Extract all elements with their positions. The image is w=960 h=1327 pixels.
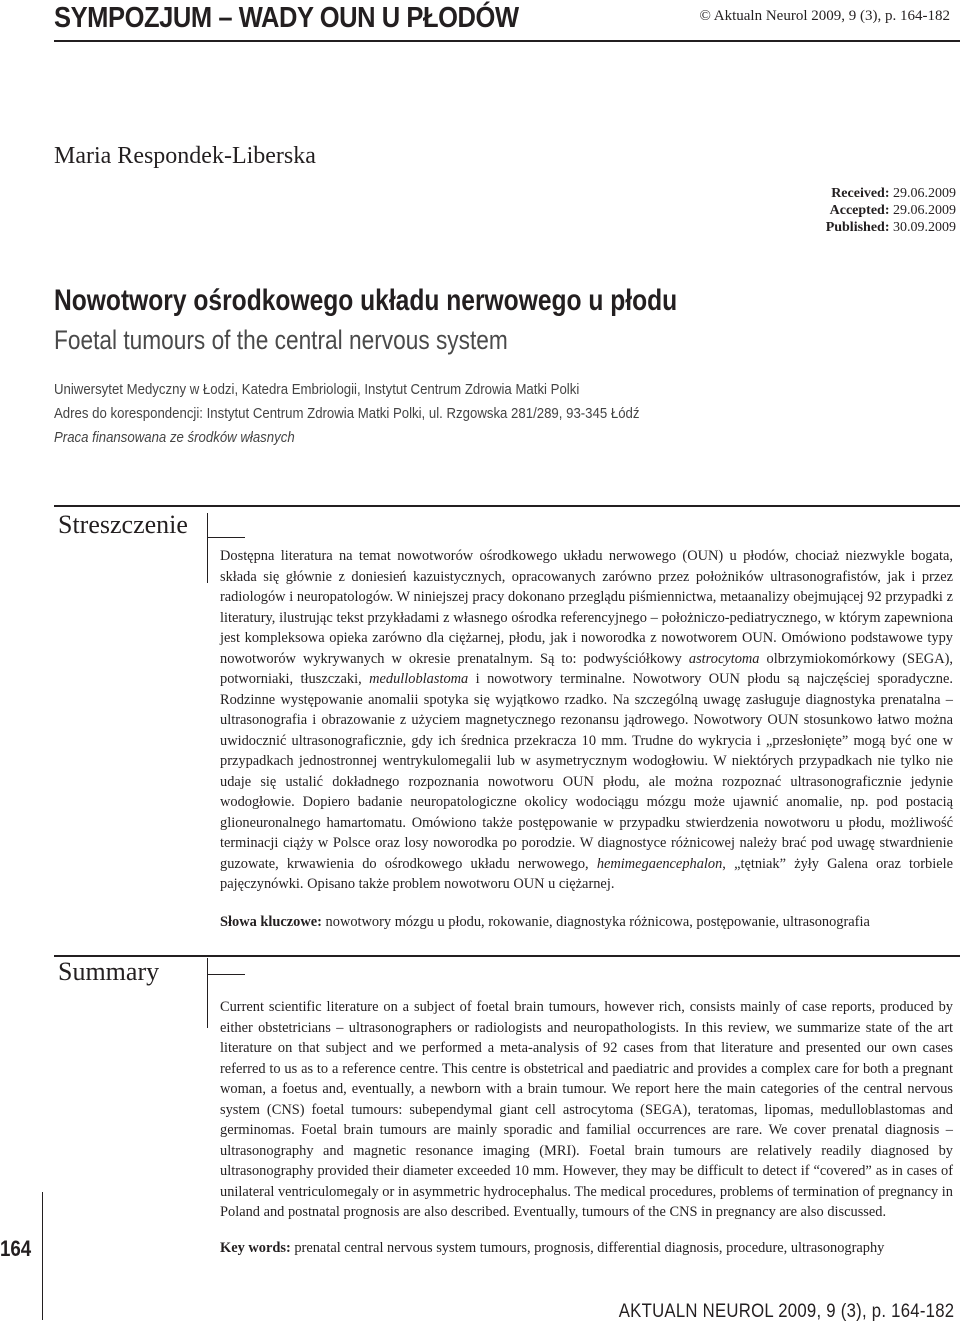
abstract-polish (220, 546, 953, 895)
funding-note: Praca finansowana ze środków własnych (54, 429, 295, 446)
section-title: SYMPOZJUM – WADY OUN U PŁODÓW (54, 2, 519, 34)
keywords-english (220, 1240, 953, 1257)
affiliation: Uniwersytet Medyczny w Łodzi, Katedra Embriologii, Instytut Centrum Zdrowia Matki Polki (54, 381, 580, 398)
article-title-polish: Nowotwory ośrodkowego układu nerwowego u płodu (54, 284, 678, 317)
published-date (756, 219, 956, 236)
keywords-polish (220, 914, 953, 931)
abstract-text: , „tętniak” żyły Galena oraz torbiele pajęczynówki. Opisano także problem nowotworu OUN u ciężarnej. (220, 855, 953, 892)
header-rule (54, 40, 960, 42)
abstract-term: hemimegaencephalon (596, 855, 723, 872)
abstract-text: Dostępna literatura na temat nowotworów ośrodkowego układu nerwowego (OUN) u płodów, chociaż niezwykle bogata, składa się głównie z doniesień kazuistycznych, opracowanych zarówno przez położników ultrasonografistów, jak i przez radiologów i neuropatologów. W niniejszej pracy dokonano przeglądu piśmiennictwa, metaanalizy obejmującej 92 przypadki z literatury, ilustrując tekst przykładami z własnego ośrodka referencyjnego – położniczo-pediatrycznego, w którym zapewniona jest kompleksowa opieka zarówno dla ciężarnej, płodu, jak i noworodka z nowotworem OUN. Omówiono podstawowe typy nowotworów wykrywanych w okresie prenatalnym. Są to: podwyściółkowy (220, 548, 953, 667)
streszczenie-heading: Streszczenie (58, 510, 188, 539)
footer-citation: AKTUALN NEUROL 2009, 9 (3), p. 164-182 (618, 1301, 954, 1322)
page-number-rule (42, 1192, 43, 1320)
summary-heading: Summary (58, 957, 160, 986)
accepted-label: Accepted: (829, 203, 890, 218)
accepted-value: 29.06.2009 (893, 203, 956, 218)
received-value: 29.06.2009 (893, 186, 956, 201)
author-name: Maria Respondek-Liberska (54, 143, 316, 169)
article-title-english: Foetal tumours of the central nervous system (54, 325, 508, 355)
publication-dates (756, 185, 956, 236)
section-rule (54, 505, 960, 507)
page-number: 164 (0, 1236, 32, 1261)
section-rule (54, 955, 960, 957)
heading-bracket-horizontal (207, 974, 245, 975)
published-label: Published: (825, 220, 890, 235)
received-label: Received: (831, 186, 890, 201)
heading-bracket-vertical (207, 958, 208, 1028)
heading-bracket-horizontal (207, 537, 245, 538)
accepted-date (756, 202, 956, 219)
keywords-list: nowotwory mózgu u płodu, rokowanie, diagnostyka różnicowa, postępowanie, ultrasonografia (325, 914, 870, 930)
keywords-label: Key words: (220, 1240, 291, 1256)
keywords-list: prenatal central nervous system tumours, prognosis, differential diagnosis, procedure, ultrasonography (294, 1240, 885, 1256)
abstract-term: medulloblastoma (369, 671, 469, 687)
heading-bracket-vertical (207, 513, 208, 583)
abstract-english: Current scientific literature on a subject of foetal brain tumours, however rich, consists mainly of case reports, produced by either obstetricians – ultrasonographers or radiologists and neuropathologists. In this review, we summarize state of the art literature on that subject and we performed a meta-analysis of 92 cases from that literature and presented our own cases referred to us as to a reference centre. This centre is obstetrical and paediatric and provides a complex care for both a pregnant woman, a foetus and, eventually, a newborn with a brain tumour. We report here the main categories of the central nervous system (CNS) foetal tumours: subependymal giant cell astrocytoma (SEGA), teratomas, lipomas, medulloblastomas and germinomas. Foetal brain tumours are mainly sporadic and familial occurrences are rare. We cover prenatal diagnosis – ultrasonography and magnetic resonance imaging (MRI). Foetal brain tumours are relatively readily diagnosed by ultrasonography provided their diameter exceeded 10 mm. However, they may be difficult to detect if “covered” as in cases of unilateral ventriculomegaly or in asymmetric hydrocephalus. The medical procedures, problems of termination of pregnancy in Poland and postnatal prognosis are also described. Eventually, tumours of the CNS in pregnancy are also discussed. (220, 999, 953, 1220)
keywords-label: Słowa kluczowe: (220, 914, 322, 930)
correspondence-address: Adres do korespondencji: Instytut Centrum Zdrowia Matki Polki, ul. Rzgowska 281/289, 93-345 Łódź (54, 405, 640, 422)
received-date (756, 185, 956, 202)
abstract-text: olbrzymiokomórkowy (SEGA), potworniaki, tłuszczaki, (220, 650, 953, 687)
published-value: 30.09.2009 (893, 220, 956, 235)
header-citation: © Aktualn Neurol 2009, 9 (3), p. 164-182 (699, 8, 950, 24)
abstract-term: astrocytoma (688, 650, 760, 667)
abstract-text: i nowotwory terminalne. Nowotwory OUN płodu są najczęściej sporadyczne. Rodzinne występowanie anomalii spotyka się wyjątkowo rzadko. Na szczególną uwagę zasługuje diagnostyka prenatalna – ultrasonografia i obrazowanie z użyciem magnetycznego rezonansu jądrowego. Nowotwory OUN stosunkowo łatwo można uwidocznić ultrasonograficznie, gdy ich średnica przekracza 10 mm. Trudne do wykrycia i „przesłonięte” mogą być one w przypadkach jednostronnej wentrykulomegalii lub w asymetrycznym wodogłowiu. W niektórych przypadkach nie tylko nie udaje się ustalić dokładnego rozpoznania nowotworu OUN płodu, ale można rozpoznać ultrasonograficznie jedynie wodogłowie. Dopiero badanie neuropatologiczne okolicy wodociągu mózgu może ujawnić anomalie, np. pod postacią glioneuronalnego hamartomatu. Omówiono także postępowanie w przypadku stwierdzenia nowotworu u płodu, możliwość terminacji ciąży w Polsce oraz losy noworodka po porodzie. W diagnostyce różnicowej należy brać pod uwagę stwardnienie guzowate, krwawienia do ośrodkowego układu nerwowego, (220, 671, 953, 872)
